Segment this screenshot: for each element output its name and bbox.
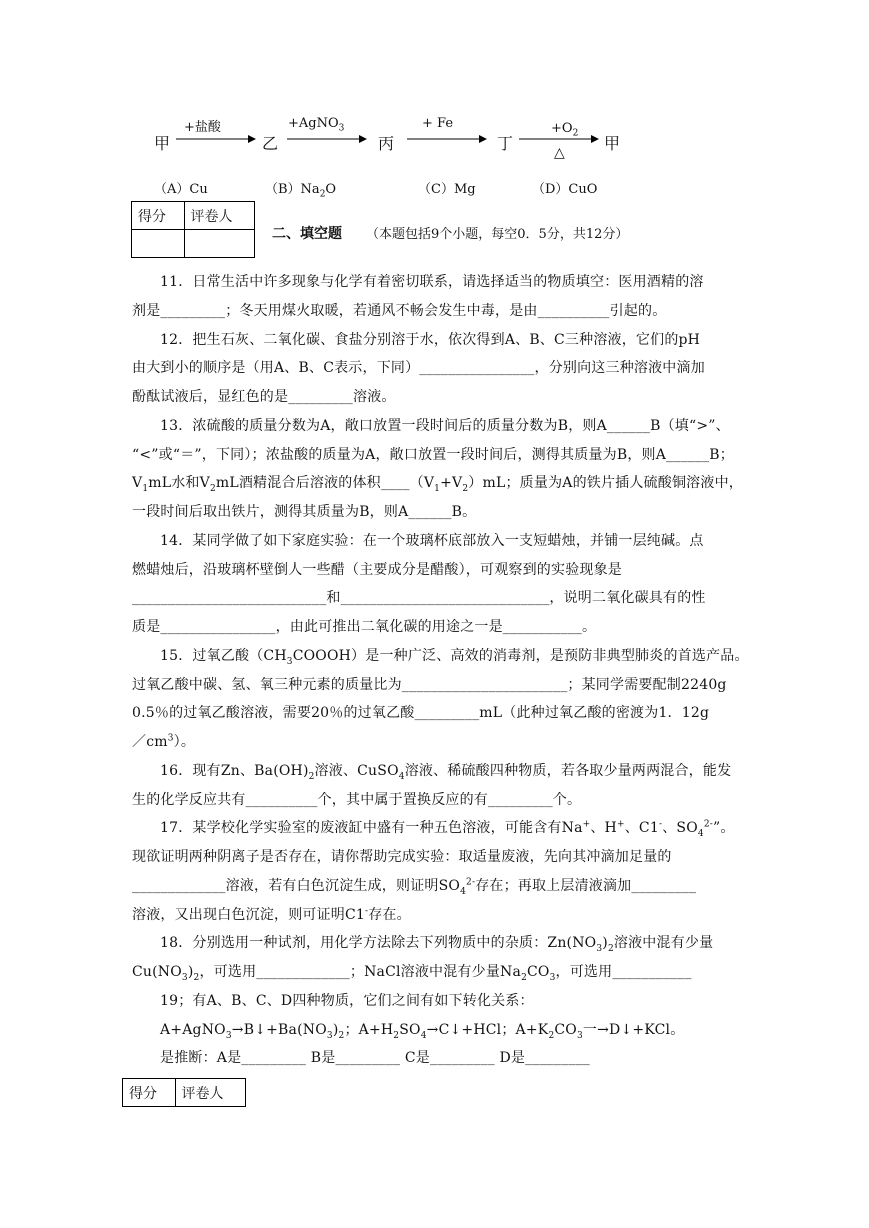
text-line: 过氧乙酸中碳、氢、氧三种元素的质量比为_______________________；某同学需要配制2240g bbox=[132, 677, 727, 693]
section-title: 二、填空题 bbox=[272, 226, 342, 242]
arrow-1 bbox=[176, 134, 256, 144]
section-note: （本题包括9个小题，每空0．5分，共12分） bbox=[366, 227, 629, 242]
text-line: 由大到小的顺序是（用A、B、C表示，下同）________________，分别向这三种溶液中滴加 bbox=[132, 360, 705, 376]
grader-cell[interactable] bbox=[184, 230, 254, 258]
option-c: （C）Mg bbox=[418, 182, 476, 197]
score-cell[interactable] bbox=[132, 230, 185, 258]
text-line: 16．现有Zn、$Ba(OH)_2$溶液、CuSO$_4$溶液、稀硫酸四种物质，若各取少量两两混合，能发 bbox=[160, 763, 732, 782]
text-line: 14．某同学做了如下家庭实验：在一个玻璃杯底部放入一支短蜡烛，并铺一层纯碱。点 bbox=[160, 533, 704, 549]
text-line: 13．浓硫酸的质量分数为A，敞口放置一段时间后的质量分数为B，则A______B（填“>”、 bbox=[160, 418, 730, 434]
text-line: 燃蜡烛后，沿玻璃杯壁倒人一些醋（主要成分是醋酸），可观察到的实验现象是 bbox=[132, 562, 622, 578]
text-line: 一段时间后取出铁片，测得其质量为B，则A______B。 bbox=[132, 504, 477, 520]
chain-node-1: 甲 bbox=[154, 134, 171, 153]
option-d: （D）CuO bbox=[532, 182, 598, 197]
text-line: 18．分别选用一种试剂，用化学方法除去下列物质中的杂质：$Zn(NO_3)_2$溶液中混有少量 bbox=[160, 935, 714, 954]
score-label: 得分 bbox=[132, 202, 185, 230]
text-line: 12．把生石灰、二氧化碳、食盐分别溶于水，依次得到A、B、C三种溶液，它们的pH bbox=[160, 332, 701, 348]
text-line: $Cu(NO_3)_2$，可选用_____________；NaCl溶液中混有少量$Na_2CO_3$，可选用___________ bbox=[132, 964, 692, 983]
text-line: 溶液，又出现白色沉淀，则可证明C1-存在。 bbox=[132, 906, 411, 923]
score-table-1 bbox=[131, 201, 255, 258]
option-b: $(B)Na_2O$ bbox=[265, 182, 337, 200]
text-line: 是推断：A是_________ B是_________ C是_________ D是_________ bbox=[160, 1050, 590, 1066]
grader-label: 评卷人 bbox=[175, 1079, 245, 1107]
arrow-label-3: + Fe bbox=[422, 116, 454, 131]
arrow-label-4: $+O_2$ bbox=[551, 121, 579, 139]
text-line: $A+AgNO_3\to B↓+Ba(NO_3)_2$；$A+H_2SO_4\to C↓+HCl$；$A+K_2CO_3$一→D↓+KCl。 bbox=[160, 1022, 685, 1041]
arrow-4 bbox=[519, 134, 599, 144]
chain-node-5: 甲 bbox=[604, 134, 621, 153]
arrow-label-1: +盐酸 bbox=[184, 120, 221, 135]
text-line: 剂是_________；冬天用煤火取暖，若通风不畅会发生中毒，是由__________引起的。 bbox=[132, 303, 667, 319]
text-line: “<”或“＝”，下同）；浓盐酸的质量为A，敞口放置一段时间后，测得其质量为B，则A______B； bbox=[132, 447, 734, 463]
text-line: ___________________________和_____________________________，说明二氧化碳具有的性 bbox=[132, 590, 706, 606]
score-label: 得分 bbox=[123, 1079, 176, 1107]
arrow-3 bbox=[407, 134, 487, 144]
chain-node-3: 丙 bbox=[378, 134, 395, 153]
text-line: $V_1mL$水和$V_2mL$酒精混合后溶液的体积$\_\_\_\_(V_1+V_2)mL$；质量为A的铁片插人硫酸铜溶液中， bbox=[132, 475, 743, 494]
text-line: 15．过氧乙酸$(CH_3COOOH)$是一种广泛、高效的消毒剂，是预防非典型肺炎的首选产品。 bbox=[160, 648, 749, 667]
text-line: 19；有A、B、C、D四种物质，它们之间有如下转化关系： bbox=[160, 993, 534, 1009]
arrow-2 bbox=[287, 134, 367, 144]
text-line: _____________溶液，若有白色沉淀生成，则证明$SO_4^{2-}$存在；再取上层清液滴加_________ bbox=[132, 877, 697, 897]
text-line: 质是________________，由此可推出二氧化碳的用途之一是___________。 bbox=[132, 619, 597, 635]
grader-label: 评卷人 bbox=[184, 202, 254, 230]
chain-node-4: 丁 bbox=[497, 134, 514, 153]
text-line: 11．日常生活中许多现象与化学有着密切联系，请选择适当的物质填空：医用酒精的溶 bbox=[160, 274, 704, 290]
text-line: 17．某学校化学实验室的废液缸中盛有一种五色溶液，可能含有Na+、H+、C1-、$SO_4^{2-}$”。 bbox=[160, 819, 735, 839]
arrow-label-2: +AgNO$_3$ bbox=[288, 116, 345, 134]
text-line: 现欲证明两种阴离子是否存在，请你帮助完成实验：取适量废液，先向其冲滴加足量的 bbox=[132, 849, 672, 865]
text-line: 0.5％的过氧乙酸溶液，需要20％的过氧乙酸_________mL（此种过氧乙酸的密渡为1．12g bbox=[132, 705, 710, 721]
score-table-2 bbox=[122, 1078, 246, 1107]
text-line: 酚酞试液后，显红色的是_________溶液。 bbox=[132, 389, 396, 405]
chain-node-2: 乙 bbox=[262, 134, 279, 153]
text-line: 生的化学反应共有__________个，其中属于置换反应的有_________个。 bbox=[132, 792, 582, 808]
heat-symbol: △ bbox=[554, 145, 565, 161]
option-a: （A）Cu bbox=[154, 182, 208, 197]
text-line: $/cm^3$）。 bbox=[132, 733, 196, 750]
